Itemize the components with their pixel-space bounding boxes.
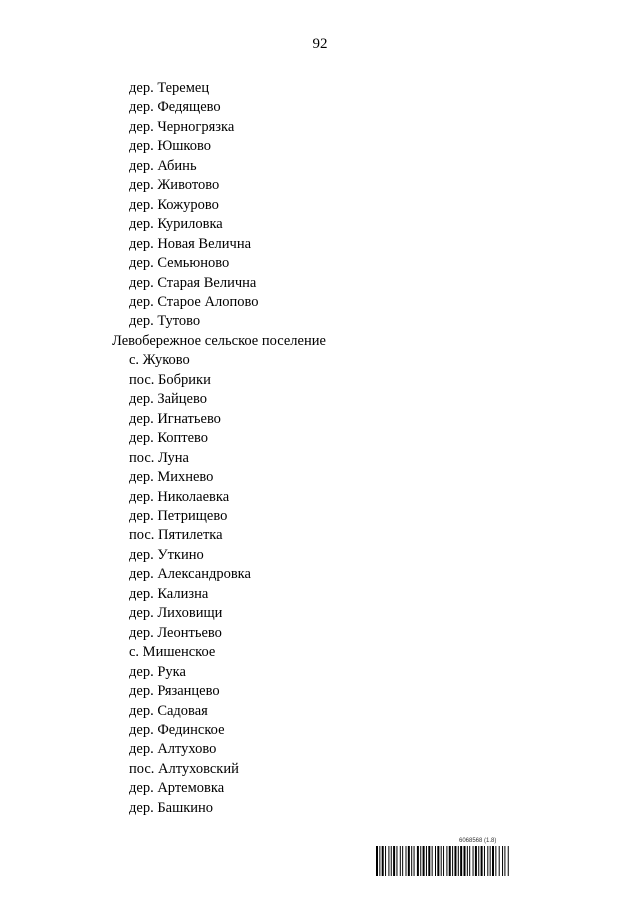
settlement-item: дер. Садовая [129,702,208,719]
settlement-item: дер. Новая Велична [129,235,252,252]
settlement-item: дер. Николаевка [129,488,230,505]
barcode-icon [376,846,590,876]
settlement-item: дер. Старое Алопово [129,293,259,310]
settlement-item: пос. Пятилетка [129,527,223,544]
settlement-item: дер. Уткино [129,546,204,563]
settlement-item: с. Жуково [129,352,190,369]
settlement-item: дер. Федящево [129,99,221,116]
settlement-item: пос. Алтуховский [129,760,239,777]
settlement-item: дер. Кожурово [129,196,219,213]
settlement-item: дер. Старая Велична [129,274,257,291]
settlement-item: дер. Лиховищи [129,605,223,622]
settlement-item: дер. Башкино [129,799,214,816]
settlement-item: дер. Абинь [129,157,197,174]
page-number: 92 [312,36,328,52]
settlement-item: дер. Игнатьево [129,410,221,427]
settlement-item: дер. Михнево [129,469,214,486]
document-code: 6068568 (1.8) [459,838,497,844]
settlement-item: дер. Рязанцево [129,683,220,700]
settlement-item: пос. Бобрики [129,371,211,388]
settlement-item: дер. Фединское [129,721,225,738]
settlement-item: дер. Зайцево [129,391,207,408]
settlement-list [112,79,326,818]
settlement-item: дер. Александровка [129,566,251,583]
settlement-item: дер. Теремец [129,80,210,96]
settlement-item: дер. Коптево [129,430,209,447]
settlement-item: пос. Луна [129,449,189,466]
settlement-group-heading: Левобережное сельское поселение [112,332,326,349]
settlement-item: дер. Тутово [129,313,201,330]
settlement-item: дер. Леонтьево [129,624,222,641]
settlement-item: дер. Кализна [129,585,209,602]
settlement-item: с. Мишенское [129,644,216,661]
settlement-item: дер. Артемовка [129,780,225,797]
settlement-item: дер. Юшково [129,138,211,155]
settlement-item: дер. Черногрязка [129,118,235,135]
settlement-item: дер. Рука [129,663,186,680]
settlement-item: дер. Животово [129,177,220,194]
settlement-item: дер. Алтухово [129,741,217,758]
settlement-item: дер. Петрищево [129,507,228,524]
settlement-item: дер. Куриловка [129,216,223,233]
settlement-item: дер. Семьюново [129,255,230,272]
